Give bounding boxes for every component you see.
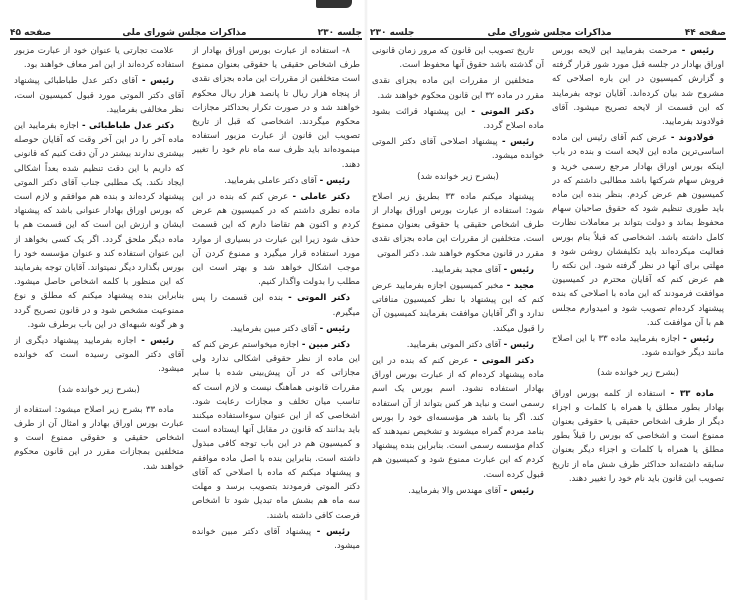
paragraph xyxy=(552,332,724,360)
speaker-name: دکتر مبین - xyxy=(301,340,351,351)
speaker-name: رئیس - xyxy=(142,76,174,87)
speaker-name: رئیس - xyxy=(141,336,174,347)
speaker-name: رئیس - xyxy=(319,175,350,186)
paragraph-text: اجازه بفرمایید این ماده آخر را در این آخر وقت که آقایان حوصله بیشتری ندارند بیشتر در آن دقت کنیم که قانونی که داریم با این دقت تنظیم شده بعداً اشکالی ایجاد نکند. یک مطلبی جناب آقای دکتر الموتی پیشنهاد کرده‌اند و بنده هم موافقم و لازم است که بورس اوراق بهادار عنوانی باشد که پیشنهاد ایشان و ارزش این است که این قسمت هم با ماده دیگر ملحق گردد. اگر یک کسی بخواهد از این عنوان استفاده کند و عنوان مؤسسه خود را بورس بگذارد دیگر نمیتواند. آقایان توجه بفرمایند که این منظور با کلمه اشخاص حاصل میشود. بنابراین بنده پیشنهاد میکنم که مطلق و نوع ممنوعیت مشخص شود و در قانون تصریح گردد و هر گونه شبهه‌ای در این باب برطرف شود. xyxy=(14,121,184,330)
paragraph xyxy=(192,291,360,319)
paragraph-text: علامت تجارتی یا عنوان خود از عبارت مزبور استفاده کرده‌اند از این امر معاف خواهند بود. xyxy=(14,46,184,71)
page-number: صفحه ۴۵ xyxy=(10,28,52,38)
right-page xyxy=(366,0,732,600)
paragraph xyxy=(192,44,360,172)
paragraph-text: آقای دکتر الموتی بفرمایید. xyxy=(406,339,501,350)
publication-title: مذاکرات مجلس شورای ملی xyxy=(487,28,612,38)
speaker-name: مجید - xyxy=(506,281,534,292)
speaker-name: دکتر عاملی - xyxy=(292,192,350,203)
paragraph xyxy=(552,131,724,330)
page-header xyxy=(10,24,362,40)
session-number: جلسه ۲۳۰ xyxy=(317,28,362,38)
paragraph xyxy=(14,44,184,72)
speaker-name: فولادوند - xyxy=(670,133,714,144)
paragraph xyxy=(192,190,360,289)
paragraph-text: متخلفین از مقررات این ماده بجزای نقدی مقرر در ماده ۳۲ این قانون محکوم خواهند شد. xyxy=(372,76,544,101)
page-number: صفحه ۴۴ xyxy=(684,28,726,38)
paragraph xyxy=(372,74,544,102)
speaker-name: ماده ۳۳ - xyxy=(670,388,714,399)
paragraph-text: اجازه میخواستم عرض کنم که این ماده از نظر حقوقی اشکالی ندارد ولی مجازاتی که در آن پیش‌بینی شده با سایر مقررات قانونی هماهنگ نیست و لازم است که تناسب میان تخلف و مجازات رعایت شود. اشخاصی که از این عنوان سوءاستفاده میکنند باید بدانند که قانون در مقابل آنها ایستاده است و کمیسیون هم در این باب توجه کافی مبذول داشته است. بنابراین بنده با اصل ماده موافقم و پیشنهاد میکنم که ماده با اصلاحی که آقای دکتر الموتی فرمودند بتصویب برسد و مهلت سه ماه هم بشش ماه تبدیل شود تا اشخاص فرصت کافی داشته باشند. xyxy=(192,340,360,521)
speaker-name: دکتر عدل طباطبائی - xyxy=(82,121,174,132)
publication-title: مذاکرات مجلس شورای ملی xyxy=(122,28,247,38)
paragraph-text: بنده این قسمت را پس میگیرم. xyxy=(192,293,360,318)
text-column-left xyxy=(372,44,544,596)
paragraph-text: پیشنهاد آقای دکتر مبین خوانده میشود. xyxy=(192,526,360,551)
paragraph-text: این پیشنهاد قرائت بشود ماده اصلاح گردد. xyxy=(372,106,544,132)
paragraph-text: آقای مجید بفرمایید. xyxy=(431,264,501,275)
paragraph-text: آقای مهندس والا بفرمایید. xyxy=(408,485,501,496)
session-number: جلسه ۲۳۰ xyxy=(370,28,415,38)
speaker-name: دکتر الموتی - xyxy=(471,106,535,117)
paragraph xyxy=(192,338,360,523)
paragraph-text: تاریخ تصویب این قانون که مرور زمان قانونی آن گذشته باشد حقوق آنها محفوظ است. xyxy=(372,46,544,71)
paragraph-text: (بشرح زیر خوانده شد) xyxy=(417,171,499,182)
paragraph-text: آقای دکتر عاملی بفرمایید. xyxy=(224,175,317,186)
paragraph xyxy=(14,334,184,377)
paragraph xyxy=(372,135,544,163)
speaker-name: رئیس - xyxy=(319,323,350,334)
paragraph-text: (بشرح زیر خوانده شد) xyxy=(58,384,140,395)
paragraph-text: پیشنهاد میکنم ماده ۳۳ بطریق زیر اصلاح شود: استفاده از عبارت بورس اوراق بهادار از طرف اشخاص حقیقی یا حقوقی بعنوان ممنوع است. متخلفین از مقررات این ماده بجزای نقدی مقرر در قانون محکوم خواهند شد. دکتر الموتی xyxy=(372,191,544,259)
page-header xyxy=(370,24,726,40)
speaker-name: رئیس - xyxy=(503,485,534,496)
paragraph-text: اجازه بفرمایید پیشنهاد دیگری از آقای دکتر الموتی رسیده است که خوانده میشود. xyxy=(14,336,184,375)
paragraph-text: (بشرح زیر خوانده شد) xyxy=(597,368,679,379)
paragraph-text: استفاده از کلمه بورس اوراق بهادار بطور مطلق یا همراه با کلمات و اجزاء دیگر از طرف اشخاص حقیقی یا حقوقی بعنوان ممنوع است و اشخاصی که بورس را قبلاً بطور مطلق یا همراه با کلمات و اجزاء دیگر بعنوان سابقه داشته‌اند حداکثر ظرف شش ماه از تاریخ تصویب این قانون باید نام خود را تغییر دهند. xyxy=(552,388,724,484)
paragraph xyxy=(192,525,360,553)
paragraph xyxy=(372,190,544,261)
paragraph-text: مخبر کمیسیون اجازه بفرمایید عرض کنم که این پیشنهاد با نظر کمیسیون منافاتی ندارد و اگر آقایان موافقت بفرمایند کمیسیون آن را قبول میکند. xyxy=(372,281,544,334)
paragraph xyxy=(372,105,544,133)
speaker-name: رئیس - xyxy=(501,137,534,148)
paragraph-text: ۸- استفاده از عبارت بورس اوراق بهادار از طرف اشخاص حقیقی یا حقوقی بعنوان ممنوع است متخلفین از مقررات این ماده بجزای نقدی از پنجاه هزار ریال تا پانصد هزار ریال محکوم خواهند شد و در صورت تکرار بحداکثر مجازات محکوم میگردند. اشخاصی که قبل از تاریخ تصویب این قانون از عبارت مزبور استفاده مینموده‌اند باید ظرف سه ماه نام خود را تغییر دهند. xyxy=(192,46,360,170)
paragraph xyxy=(192,174,360,188)
paragraph xyxy=(372,484,544,498)
speaker-name: دکتر الموتی - xyxy=(288,293,351,304)
speaker-name: رئیس - xyxy=(503,264,534,275)
text-column-right xyxy=(192,44,360,596)
paragraph-text: اجازه بفرمایید ماده ۳۳ با این اصلاح مانند دیگر خوانده شود. xyxy=(552,334,724,359)
paragraph xyxy=(552,44,724,129)
paragraph xyxy=(192,322,360,336)
paragraph-text: عرض کنم آقای رئیس این ماده اساسی‌ترین ماده این لایحه است و بنده در باب اینکه بورس اوراق بهادار مرجع رسمی خرید و فروش سهام شرکتها باشد مطالبی داشتم که در کمیسیون هم عرض کردم. بنظر بنده این ماده باید طوری تنظیم شود که حقوق صاحبان سهام محفوظ بماند و دولت بتواند بر معاملات نظارت کامل داشته باشد. اشخاصی که قبلاً بنام بورس فعالیت میکرده‌اند باید تکلیفشان روشن شود و مهلتی برای آنها در نظر گرفته شود. این نکته را هم عرض کنم که آقایان محترم در کمیسیون موافقت فرمودند که این ماده با اصلاحی که بنده پیشنهاد کرده‌ام تصویب شود و امیدوارم مجلس هم با آن موافقت کند. xyxy=(552,133,724,328)
paragraph xyxy=(372,44,544,72)
reading-note xyxy=(372,170,544,184)
speaker-name: رئیس - xyxy=(503,339,534,350)
paragraph xyxy=(372,354,544,482)
reading-note xyxy=(552,366,724,380)
paragraph xyxy=(372,263,544,277)
paragraph xyxy=(372,279,544,336)
speaker-name: رئیس - xyxy=(681,46,714,56)
reading-note xyxy=(14,383,184,397)
speaker-name: رئیس - xyxy=(683,334,715,345)
speaker-name: رئیس - xyxy=(316,526,350,537)
paragraph xyxy=(14,119,184,332)
paragraph-text: مرحمت بفرمایید این لایحه بورس اوراق بهادار در جلسه قبل مورد شور قرار گرفته و گزارش کمیسیون در این باره اصلاحی که مشروح شد بیان کرده‌اند. آقایان توجه بفرمایند که این قسمت از لایحه تصریح میشود. آقای فولادوند بفرمایید. xyxy=(552,46,724,128)
paragraph-text: آقای دکتر عدل طباطبائی پیشنهاد آقای دکتر الموتی مورد قبول کمیسیون است، نظر مخالفی بفرمایید. xyxy=(14,76,184,115)
paragraph xyxy=(14,403,184,474)
text-column-right xyxy=(552,44,724,596)
paragraph xyxy=(14,74,184,117)
paragraph-text: ماده ۳۳ بشرح زیر اصلاح میشود: استفاده از عبارت بورس اوراق بهادار و امثال آن از طرف اشخاص حقیقی و حقوقی ممنوع است و متخلفین بمجازات مقرر در این قانون محکوم خواهند شد. xyxy=(14,404,184,472)
ink-stamp-mark xyxy=(316,0,352,8)
speaker-name: دکتر الموتی - xyxy=(473,356,534,367)
paragraph xyxy=(372,338,544,352)
paragraph xyxy=(552,387,724,486)
text-column-left xyxy=(14,44,184,596)
paragraph-text: عرض کنم که بنده در این ماده نظری داشتم که در کمیسیون هم عرض کردم و اکنون هم تقاضا دارم که این قسمت حذف شود زیرا این عبارت در بسیاری از موارد مورد استفاده قرار میگیرد و ممنوع کردن آن موجب اشکال خواهد شد و بهتر است این مطلب را بدولت واگذار کنیم. xyxy=(192,192,360,288)
paragraph-text: عرض کنم که بنده در این ماده پیشنهاد کرده‌ام که از عبارت بورس اوراق بهادار استفاده نشود. اسم بورس یک اسم رسمی است و نباید هر کس بتواند از آن استفاده کند. اگر بنا باشد هر مؤسسه‌ای خود را بورس بنامد مردم گمراه میشوند و تشخیص نمیدهند که کدام مؤسسه رسمی است. بنابراین بنده پیشنهاد کردم که این عبارت ممنوع شود و کمیسیون هم قبول کرده است. xyxy=(372,356,544,480)
paragraph-text: آقای دکتر مبین بفرمایید. xyxy=(230,323,317,334)
paragraph-text: پیشنهاد اصلاحی آقای دکتر الموتی خوانده میشود. xyxy=(372,137,544,162)
